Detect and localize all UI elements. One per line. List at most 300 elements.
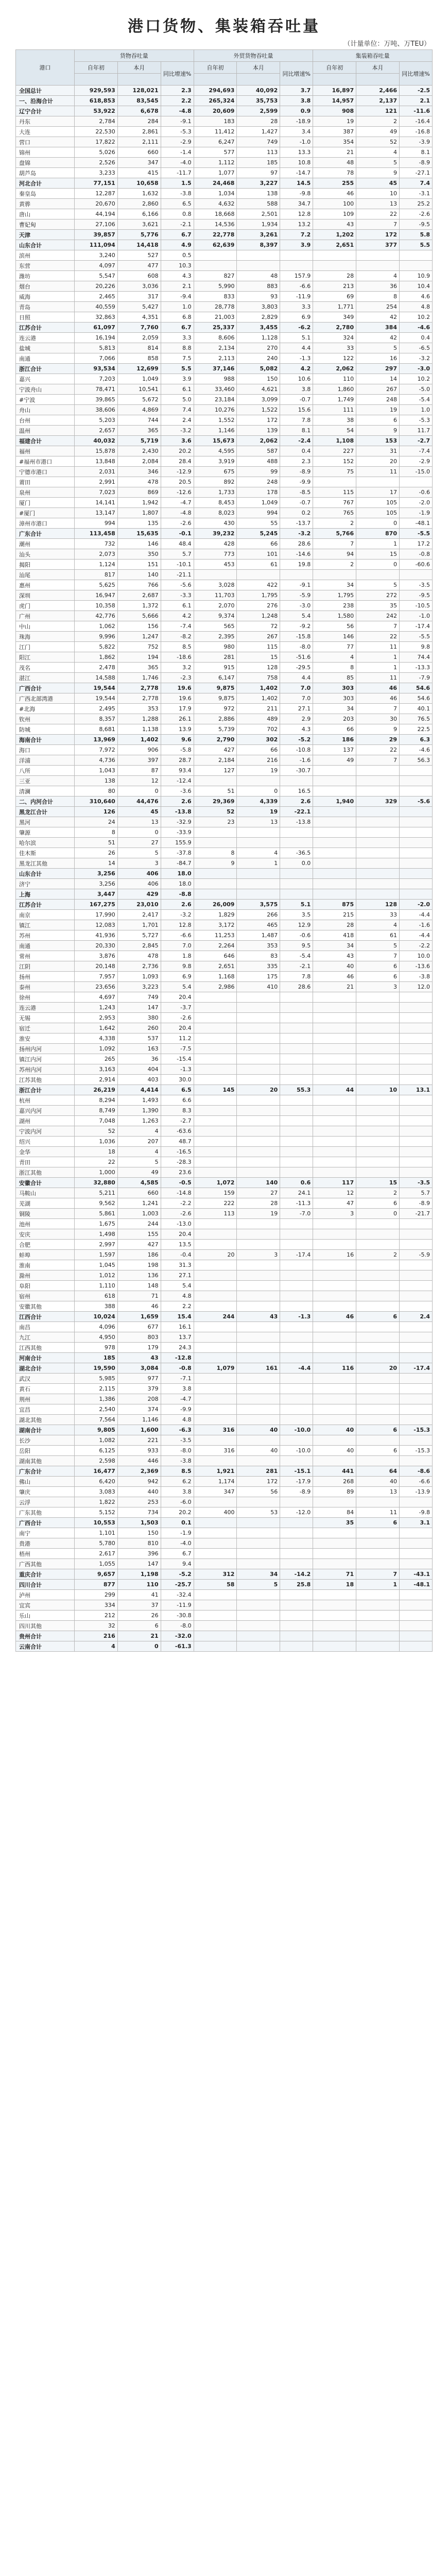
value-cell: 93.4 <box>161 766 194 776</box>
value-cell: 138 <box>75 776 118 786</box>
value-cell: -4.0 <box>161 158 194 168</box>
value-cell: 19.6 <box>161 683 194 693</box>
port-name-cell: 四川合计 <box>16 1580 75 1590</box>
value-cell: 52 <box>75 1126 118 1137</box>
value-cell: -12.8 <box>161 1353 194 1363</box>
value-cell: -8.5 <box>280 487 313 498</box>
port-name-cell: 南通 <box>16 353 75 364</box>
value-cell: 347 <box>117 158 161 168</box>
value-cell: 12.8 <box>161 920 194 930</box>
value-cell: 354 <box>313 137 356 147</box>
value-cell <box>280 1384 313 1394</box>
value-cell: 8,357 <box>75 714 118 724</box>
value-cell: -11.6 <box>400 106 433 116</box>
value-cell <box>237 1003 280 1013</box>
value-cell <box>280 776 313 786</box>
table-row <box>16 1301 433 1312</box>
value-cell: 1,632 <box>117 189 161 199</box>
value-cell: -12.6 <box>161 487 194 498</box>
value-cell <box>194 1641 237 1652</box>
value-cell: 758 <box>237 673 280 683</box>
port-throughput-table <box>15 49 433 1652</box>
port-name-cell: 镇江内河 <box>16 1054 75 1064</box>
value-cell: 1,110 <box>75 1281 118 1291</box>
table-row <box>16 1044 433 1054</box>
value-cell: 15.6 <box>280 405 313 415</box>
value-cell: 77,151 <box>75 178 118 189</box>
value-cell <box>280 1033 313 1044</box>
table-row <box>16 714 433 724</box>
table-row <box>16 1013 433 1023</box>
value-cell <box>400 1590 433 1600</box>
value-cell: 40 <box>356 1477 400 1487</box>
header-foreign-ytd: 自年初 <box>194 62 237 74</box>
port-name-cell: 合肥 <box>16 1240 75 1250</box>
value-cell: 54 <box>313 426 356 436</box>
value-cell: 377 <box>356 240 400 250</box>
value-cell: 353 <box>117 704 161 714</box>
value-cell: 35,753 <box>237 96 280 106</box>
value-cell: 38,606 <box>75 405 118 415</box>
value-cell: 8,397 <box>237 240 280 250</box>
value-cell: -4.0 <box>161 1538 194 1549</box>
value-cell <box>237 1343 280 1353</box>
value-cell: 5,152 <box>75 1507 118 1518</box>
value-cell: 76.5 <box>400 714 433 724</box>
value-cell: 2.6 <box>161 900 194 910</box>
value-cell <box>280 1054 313 1064</box>
value-cell: -13.3 <box>400 663 433 673</box>
port-name-cell: 阜阳 <box>16 1281 75 1291</box>
value-cell: 113 <box>194 1209 237 1219</box>
value-cell: 5,666 <box>117 611 161 621</box>
value-cell <box>280 1590 313 1600</box>
value-cell: 0 <box>237 786 280 796</box>
value-cell: -32.9 <box>161 817 194 827</box>
value-cell: -33.9 <box>161 827 194 838</box>
value-cell: 240 <box>237 353 280 364</box>
port-name-cell: 阳江 <box>16 652 75 663</box>
value-cell <box>194 1435 237 1446</box>
table-row <box>16 1497 433 1507</box>
value-cell: 7.2 <box>280 230 313 240</box>
value-cell: 27.1 <box>280 704 313 714</box>
value-cell <box>313 889 356 900</box>
value-cell <box>400 1404 433 1415</box>
value-cell: 55 <box>237 518 280 529</box>
table-row <box>16 1332 433 1343</box>
value-cell: 111,094 <box>75 240 118 250</box>
value-cell <box>400 807 433 817</box>
value-cell: 9,875 <box>194 693 237 704</box>
value-cell: 6,125 <box>75 1446 118 1456</box>
value-cell <box>237 1116 280 1126</box>
table-row <box>16 879 433 889</box>
table-row <box>16 827 433 838</box>
value-cell: 19 <box>237 807 280 817</box>
value-cell: 4,697 <box>75 992 118 1003</box>
value-cell: 10,553 <box>75 1518 118 1528</box>
table-row <box>16 405 433 415</box>
value-cell: -2.1 <box>280 961 313 972</box>
value-cell: 48.4 <box>161 539 194 549</box>
header-foreign-ytd-sub <box>194 74 237 86</box>
value-cell: 8 <box>75 827 118 838</box>
value-cell: 3,575 <box>237 900 280 910</box>
table-row <box>16 1590 433 1600</box>
value-cell: -13.9 <box>400 1487 433 1497</box>
value-cell: 17.2 <box>400 539 433 549</box>
port-name-cell: 营口 <box>16 137 75 147</box>
value-cell: 78,471 <box>75 384 118 395</box>
value-cell: 1,124 <box>75 560 118 570</box>
value-cell: 40 <box>237 1446 280 1456</box>
value-cell <box>280 1126 313 1137</box>
port-name-cell: 海南合计 <box>16 735 75 745</box>
value-cell: 4 <box>117 1147 161 1157</box>
value-cell: 36 <box>117 1054 161 1064</box>
value-cell <box>356 1394 400 1404</box>
value-cell: 9,805 <box>75 1425 118 1435</box>
value-cell <box>237 1291 280 1301</box>
value-cell: 744 <box>117 415 161 426</box>
value-cell <box>194 1394 237 1404</box>
value-cell <box>313 1229 356 1240</box>
value-cell: 18.0 <box>161 879 194 889</box>
value-cell: 3 <box>237 1250 280 1260</box>
value-cell <box>313 776 356 786</box>
value-cell: 216 <box>75 1631 118 1641</box>
value-cell: 2,953 <box>75 1013 118 1023</box>
value-cell: 34.7 <box>280 199 313 209</box>
value-cell <box>400 992 433 1003</box>
table-row <box>16 343 433 353</box>
value-cell: 353 <box>237 941 280 951</box>
table-row <box>16 1219 433 1229</box>
value-cell: 265 <box>75 1054 118 1064</box>
value-cell: -12.9 <box>161 467 194 477</box>
table-row <box>16 1404 433 1415</box>
value-cell <box>356 1260 400 1270</box>
table-row <box>16 1611 433 1621</box>
port-name-cell: 常州 <box>16 951 75 961</box>
value-cell: 5,672 <box>117 395 161 405</box>
value-cell: -0.6 <box>280 930 313 941</box>
value-cell: -8.6 <box>400 1466 433 1477</box>
value-cell: 19.6 <box>161 693 194 704</box>
value-cell <box>194 1611 237 1621</box>
value-cell: -27.1 <box>400 168 433 178</box>
value-cell: -32.4 <box>161 1590 194 1600</box>
table-row <box>16 1198 433 1209</box>
value-cell: 20,670 <box>75 199 118 209</box>
value-cell <box>280 1157 313 1167</box>
value-cell: 7,760 <box>117 323 161 333</box>
table-row <box>16 693 433 704</box>
value-cell: 827 <box>194 271 237 281</box>
value-cell <box>400 1064 433 1075</box>
value-cell: 4.8 <box>161 1291 194 1301</box>
value-cell: 6 <box>356 1312 400 1322</box>
port-name-cell: 嘉兴内河 <box>16 1106 75 1116</box>
value-cell <box>400 838 433 848</box>
value-cell <box>356 858 400 869</box>
value-cell: 183 <box>194 116 237 127</box>
value-cell: 8 <box>194 848 237 858</box>
value-cell: 11 <box>356 673 400 683</box>
value-cell <box>400 1394 433 1404</box>
value-cell: 1,402 <box>117 735 161 745</box>
value-cell: -2.6 <box>400 209 433 219</box>
value-cell: 908 <box>313 106 356 116</box>
value-cell: 10,276 <box>194 405 237 415</box>
table-row <box>16 333 433 343</box>
value-cell: 7.0 <box>161 941 194 951</box>
value-cell <box>313 1631 356 1641</box>
value-cell: 4 <box>117 1126 161 1137</box>
table-row <box>16 642 433 652</box>
value-cell: 25,337 <box>194 323 237 333</box>
value-cell: -0.7 <box>280 498 313 508</box>
value-cell: 6 <box>356 961 400 972</box>
value-cell: 2 <box>313 560 356 570</box>
value-cell <box>280 1013 313 1023</box>
table-row <box>16 941 433 951</box>
value-cell: -13.8 <box>161 807 194 817</box>
value-cell: -5.8 <box>161 745 194 755</box>
value-cell: 215 <box>313 910 356 920</box>
value-cell <box>400 1219 433 1229</box>
value-cell: -9.9 <box>161 1404 194 1415</box>
value-cell: -21.7 <box>400 1209 433 1219</box>
port-name-cell: 烟台 <box>16 281 75 292</box>
value-cell: 4,414 <box>117 1085 161 1095</box>
value-cell: 49 <box>313 755 356 766</box>
value-cell: 16,947 <box>75 590 118 601</box>
value-cell <box>356 1229 400 1240</box>
value-cell: -5.9 <box>400 1250 433 1260</box>
value-cell: 4 <box>356 271 400 281</box>
port-name-cell: 广西合计 <box>16 683 75 693</box>
value-cell: 2,598 <box>75 1456 118 1466</box>
value-cell: 1,934 <box>237 219 280 230</box>
value-cell: 1,749 <box>313 395 356 405</box>
value-cell <box>280 1353 313 1363</box>
value-cell: -15.0 <box>400 467 433 477</box>
value-cell <box>313 838 356 848</box>
value-cell: 972 <box>194 704 237 714</box>
value-cell: 61 <box>356 930 400 941</box>
value-cell <box>237 1497 280 1507</box>
value-cell: 8,294 <box>75 1095 118 1106</box>
value-cell: -2.7 <box>400 436 433 446</box>
table-row <box>16 1095 433 1106</box>
value-cell: 185 <box>237 158 280 168</box>
value-cell: 2,395 <box>194 632 237 642</box>
value-cell: 2,780 <box>313 323 356 333</box>
value-cell: -11.9 <box>280 292 313 302</box>
value-cell: 3.9 <box>161 374 194 384</box>
value-cell: 13,147 <box>75 508 118 518</box>
value-cell: 8,749 <box>75 1106 118 1116</box>
value-cell: 403 <box>117 1075 161 1085</box>
value-cell: 8.5 <box>161 1466 194 1477</box>
value-cell: -14.6 <box>280 549 313 560</box>
value-cell: 93 <box>237 292 280 302</box>
value-cell <box>194 1260 237 1270</box>
value-cell: 2,784 <box>75 116 118 127</box>
value-cell: 1.5 <box>161 178 194 189</box>
value-cell: 172 <box>356 230 400 240</box>
value-cell: 980 <box>194 642 237 652</box>
value-cell <box>237 1157 280 1167</box>
value-cell: 7 <box>356 621 400 632</box>
port-name-cell: 茂名 <box>16 663 75 673</box>
value-cell: 766 <box>117 580 161 590</box>
value-cell <box>313 858 356 869</box>
value-cell: -15.8 <box>280 632 313 642</box>
value-cell: 9.4 <box>161 1559 194 1569</box>
value-cell <box>356 869 400 879</box>
value-cell: 773 <box>194 549 237 560</box>
value-cell: 22.5 <box>400 724 433 735</box>
value-cell: 208 <box>117 1394 161 1404</box>
value-cell: 2,736 <box>117 961 161 972</box>
value-cell <box>400 889 433 900</box>
value-cell: 34 <box>237 1569 280 1580</box>
value-cell: -2.6 <box>161 1209 194 1219</box>
table-row <box>16 930 433 941</box>
port-name-cell: 福州 <box>16 446 75 456</box>
table-row <box>16 838 433 848</box>
value-cell: 2,599 <box>237 106 280 116</box>
value-cell: -2.2 <box>161 1198 194 1209</box>
value-cell <box>400 1033 433 1044</box>
value-cell: 2,540 <box>75 1404 118 1415</box>
header-foreign-group: 外贸货物吞吐量 <box>194 50 313 62</box>
value-cell: 21 <box>117 1631 161 1641</box>
table-row <box>16 560 433 570</box>
value-cell: 45 <box>356 178 400 189</box>
value-cell: 13 <box>356 199 400 209</box>
value-cell: 488 <box>237 456 280 467</box>
value-cell: 4,595 <box>194 446 237 456</box>
value-cell: 20 <box>356 1363 400 1374</box>
value-cell: 0.4 <box>400 333 433 343</box>
value-cell: 6.5 <box>161 1085 194 1095</box>
value-cell: -5.2 <box>161 1569 194 1580</box>
value-cell: -9.4 <box>161 292 194 302</box>
value-cell: -8.9 <box>400 1198 433 1209</box>
value-cell <box>280 1023 313 1033</box>
port-name-cell: 嘉兴 <box>16 374 75 384</box>
value-cell <box>400 879 433 889</box>
value-cell: 2,617 <box>75 1549 118 1559</box>
value-cell <box>237 1332 280 1343</box>
port-name-cell: 江门 <box>16 642 75 652</box>
value-cell: 7,066 <box>75 353 118 364</box>
value-cell: -4.7 <box>161 498 194 508</box>
value-cell: -15.4 <box>161 1054 194 1064</box>
port-name-cell: 无锡 <box>16 1013 75 1023</box>
value-cell: 9 <box>356 168 400 178</box>
value-cell: 5,427 <box>117 302 161 312</box>
value-cell: -3.1 <box>400 189 433 199</box>
value-cell: 15,878 <box>75 446 118 456</box>
value-cell: 6,147 <box>194 673 237 683</box>
value-cell <box>356 1415 400 1425</box>
value-cell: 2,651 <box>313 240 356 250</box>
header-container-month-sub <box>356 74 400 86</box>
value-cell: 3.8 <box>161 1487 194 1497</box>
header-cargo-month-sub <box>117 74 161 86</box>
value-cell: 3.7 <box>280 86 313 96</box>
value-cell: 213 <box>313 281 356 292</box>
value-cell: 0 <box>117 1641 161 1652</box>
value-cell: 13.1 <box>400 1085 433 1095</box>
header-container-yoy: 同比增速% <box>400 62 433 86</box>
value-cell: 32,880 <box>75 1178 118 1188</box>
value-cell <box>313 1240 356 1250</box>
value-cell <box>237 250 280 261</box>
value-cell: 39,232 <box>194 529 237 539</box>
value-cell <box>313 848 356 858</box>
value-cell: 127 <box>194 766 237 776</box>
value-cell <box>237 1518 280 1528</box>
table-row <box>16 1075 433 1085</box>
value-cell: 877 <box>75 1580 118 1590</box>
value-cell: 2,417 <box>117 910 161 920</box>
value-cell: 1,771 <box>313 302 356 312</box>
value-cell: -7.1 <box>161 1374 194 1384</box>
value-cell <box>237 1023 280 1033</box>
value-cell: 43 <box>237 1312 280 1322</box>
value-cell: -1.4 <box>161 147 194 158</box>
port-name-cell: 葫芦岛 <box>16 168 75 178</box>
value-cell: 1,101 <box>75 1528 118 1538</box>
port-name-cell: 东营 <box>16 261 75 271</box>
value-cell: -9.5 <box>400 219 433 230</box>
value-cell: 20 <box>356 456 400 467</box>
value-cell: -9.9 <box>280 477 313 487</box>
value-cell <box>280 1301 313 1312</box>
header-cargo-month: 本月 <box>117 62 161 74</box>
value-cell: 1 <box>356 652 400 663</box>
table-row <box>16 158 433 168</box>
value-cell: 0 <box>117 786 161 796</box>
value-cell: 2.3 <box>161 86 194 96</box>
value-cell: -4.8 <box>161 106 194 116</box>
value-cell: -43.1 <box>400 1569 433 1580</box>
port-name-cell: 黄骅 <box>16 199 75 209</box>
value-cell: 13,848 <box>75 456 118 467</box>
value-cell <box>356 1641 400 1652</box>
value-cell: 16,477 <box>75 1466 118 1477</box>
value-cell: 64 <box>356 1466 400 1477</box>
value-cell: 8,606 <box>194 333 237 343</box>
value-cell: 1,288 <box>117 714 161 724</box>
port-name-cell: 连云港 <box>16 333 75 343</box>
value-cell <box>237 992 280 1003</box>
value-cell: 994 <box>237 508 280 518</box>
header-container-group: 集装箱吞吐量 <box>313 50 433 62</box>
value-cell: 10,024 <box>75 1312 118 1322</box>
value-cell: -9.1 <box>280 580 313 590</box>
value-cell: -3.2 <box>400 353 433 364</box>
value-cell: -5.4 <box>280 951 313 961</box>
value-cell <box>356 1044 400 1054</box>
value-cell <box>194 776 237 786</box>
